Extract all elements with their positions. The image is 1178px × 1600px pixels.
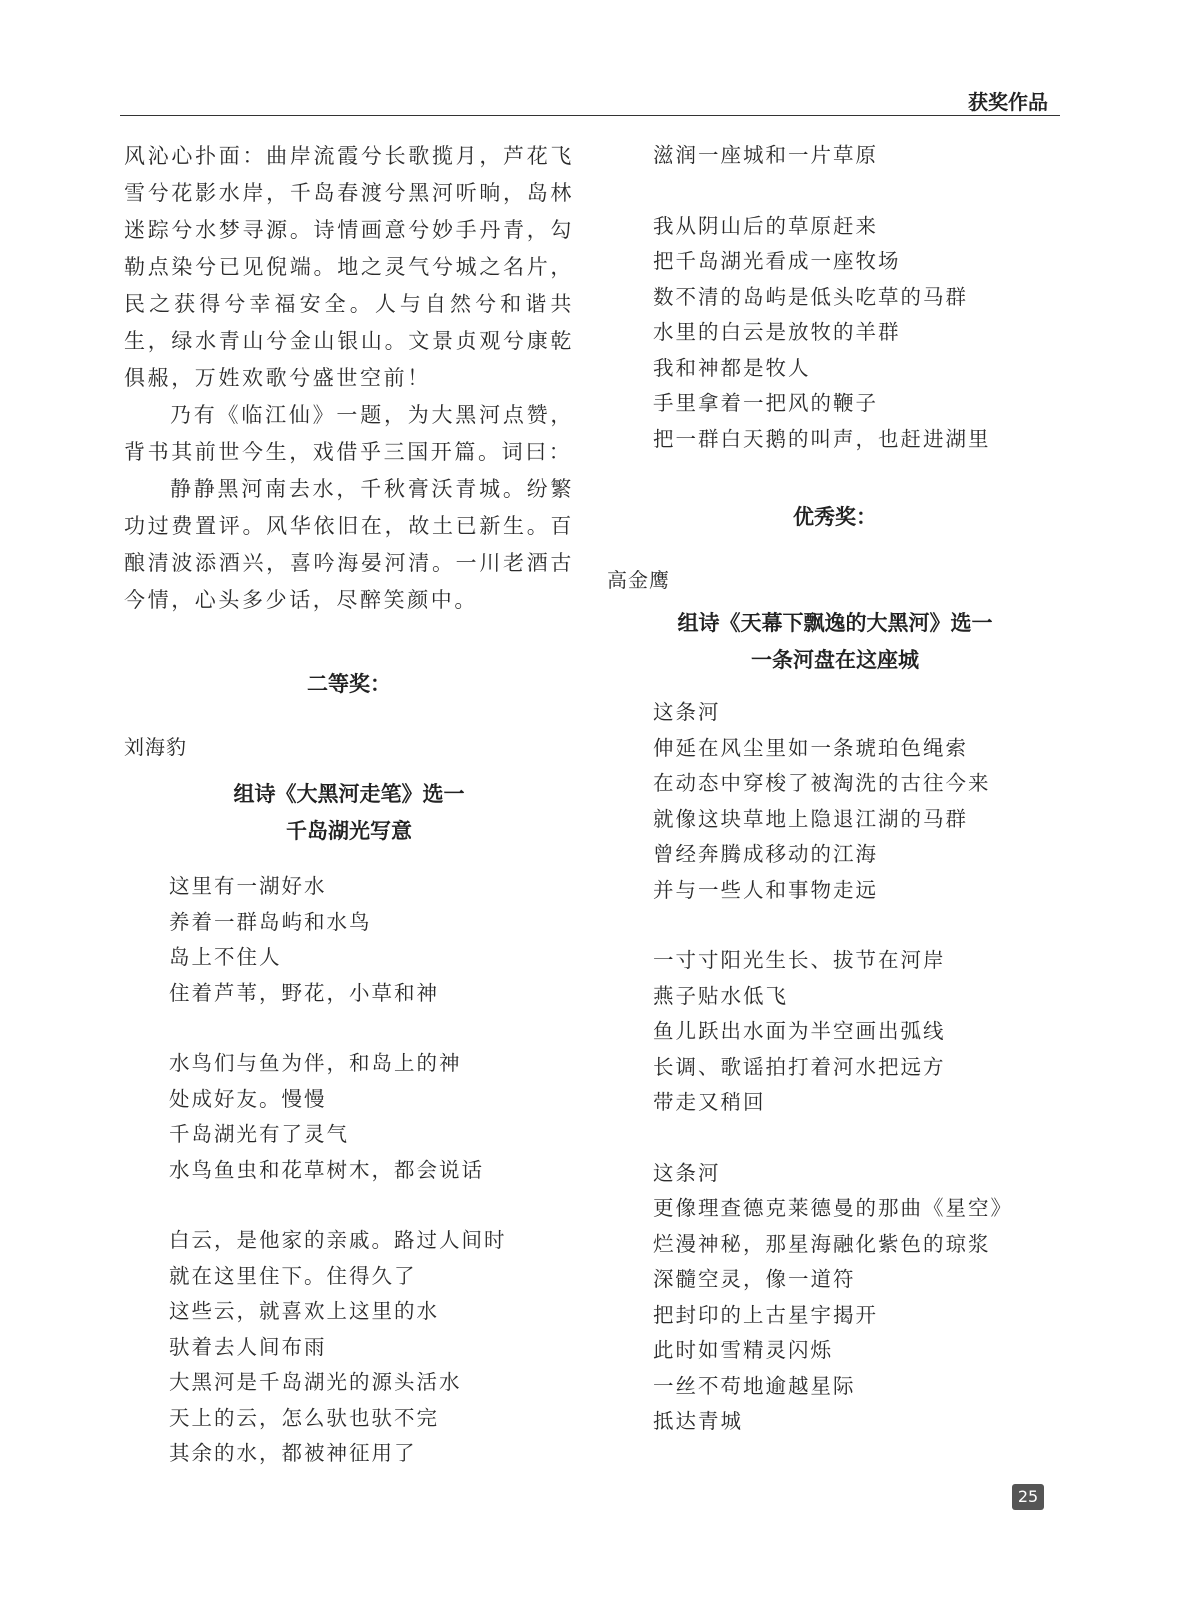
page-number-badge: 25	[1012, 1484, 1044, 1510]
poem-line: 鱼儿跃出水面为半空画出弧线	[653, 1019, 946, 1043]
poem-line: 伸延在风尘里如一条琥珀色绳索	[653, 735, 968, 760]
poem-line: 养着一群岛屿和水鸟	[169, 909, 372, 934]
poem-line: 更像理查德克莱德曼的那曲《星空》	[653, 1196, 1013, 1220]
poem-line: 把千岛湖光看成一座牧场	[653, 249, 901, 273]
prize-heading-second: 二等奖：	[307, 672, 391, 696]
poem-line: 我从阴山后的草原赶来	[653, 213, 878, 238]
poem-series-title: 组诗《天幕下飘逸的大黑河》选一	[677, 611, 993, 635]
poem-line: 这条河	[653, 1160, 721, 1185]
prose-paragraph: 静静黑河南去水，千秋膏沃青城。纷繁功过费置评。风华依旧在，故土已新生。百酿清波添酒兴，喜吟海晏河清。一川老酒古今情，心头多少话，尽醉笑颜中。	[124, 477, 574, 612]
poem-line: 一寸寸阳光生长、拔节在河岸	[653, 948, 946, 972]
poem-title-block	[615, 605, 1055, 679]
poem-line: 一丝不苟地逾越星际	[653, 1373, 856, 1398]
poem-line: 这些云，就喜欢上这里的水	[169, 1299, 439, 1323]
poem-title: 千岛湖光写意	[286, 819, 412, 843]
poem-line: 长调、歌谣拍打着河水把远方	[653, 1054, 946, 1079]
right-column	[607, 138, 1055, 1440]
poem-body	[615, 695, 1055, 1440]
stanza	[169, 1046, 574, 1188]
stanza	[653, 138, 1055, 174]
poem-line: 水里的白云是放牧的羊群	[653, 320, 901, 344]
prize-heading-excellence: 优秀奖：	[793, 505, 877, 529]
left-column	[124, 138, 574, 1472]
poem-line: 天上的云，怎么驮也驮不完	[169, 1405, 439, 1430]
poem-line: 我和神都是牧人	[653, 355, 811, 380]
poem-line: 滋润一座城和一片草原	[653, 143, 878, 167]
section-label: 获奖作品	[968, 90, 1048, 114]
poem-line: 手里拿着一把风的鞭子	[653, 391, 878, 415]
author-name: 高金鹰	[607, 568, 670, 592]
poem-line: 大黑河是千岛湖光的源头活水	[169, 1370, 462, 1394]
poem-line: 就在这里住下。住得久了	[169, 1263, 417, 1288]
prose-block	[124, 138, 574, 619]
poem-line: 其余的水，都被神征用了	[169, 1441, 417, 1465]
poem-body	[124, 869, 574, 1472]
header-rule	[120, 115, 1060, 116]
poem-line: 并与一些人和事物走远	[653, 877, 878, 902]
stanza	[169, 869, 574, 1011]
poem-title-block	[124, 776, 574, 850]
stanza	[169, 1223, 574, 1472]
stanza	[653, 695, 1055, 908]
poem-line: 千岛湖光有了灵气	[169, 1122, 349, 1146]
poem-line: 数不清的岛屿是低头吃草的马群	[653, 284, 968, 309]
poem-title: 一条河盘在这座城	[751, 648, 919, 672]
poem-line: 燕子贴水低飞	[653, 983, 788, 1008]
stanza	[653, 1156, 1055, 1440]
poem-line: 就像这块草地上隐退江湖的马群	[653, 806, 968, 831]
stanza	[653, 209, 1055, 458]
poem-line: 带走又稍回	[653, 1090, 766, 1114]
poem-line: 住着芦苇，野花，小草和神	[169, 980, 439, 1005]
poem-line: 把封印的上古星宇揭开	[653, 1302, 878, 1327]
author-name: 刘海豹	[124, 735, 187, 759]
poem-line: 深髓空灵，像一道符	[653, 1267, 856, 1291]
poem-line: 处成好友。慢慢	[169, 1086, 327, 1111]
poem-line: 抵达青城	[653, 1409, 743, 1433]
poem-line: 在动态中穿梭了被淘洗的古往今来	[653, 771, 991, 795]
poem-line: 驮着去人间布雨	[169, 1334, 327, 1359]
poem-line: 曾经奔腾成移动的江海	[653, 842, 878, 866]
poem-series-title: 组诗《大黑河走笔》选一	[233, 782, 465, 806]
poem-line: 岛上不住人	[169, 945, 282, 969]
poem-line: 把一群白天鹅的叫声，也赶进湖里	[653, 426, 991, 451]
poem-line: 烂漫神秘，那星海融化紫色的琼浆	[653, 1231, 991, 1256]
poem-line: 白云，是他家的亲戚。路过人间时	[169, 1228, 507, 1252]
prose-paragraph: 风沁心扑面：曲岸流霞兮长歌揽月，芦花飞雪兮花影水岸，千岛春渡兮黑河听晌，岛林迷踪兮水梦寻源。诗情画意兮妙手丹青，勾勒点染兮已见倪端。地之灵气兮城之名片，民之获得兮幸福安全。人与自然兮和谐共生，绿水青山兮金山银山。文景贞观兮康乾俱赧，万姓欢歌兮盛世空前！	[124, 144, 574, 390]
poem-line: 这条河	[653, 700, 721, 724]
poem-body-continued	[615, 138, 1055, 457]
poem-line: 水鸟们与鱼为伴，和岛上的神	[169, 1051, 462, 1075]
poem-line: 水鸟鱼虫和花草树木，都会说话	[169, 1157, 484, 1182]
prose-paragraph: 乃有《临江仙》一题，为大黑河点赞，背书其前世今生，戏借乎三国开篇。词曰：	[124, 403, 574, 464]
poem-line: 此时如雪精灵闪烁	[653, 1338, 833, 1362]
stanza	[653, 943, 1055, 1121]
poem-line: 这里有一湖好水	[169, 874, 327, 898]
